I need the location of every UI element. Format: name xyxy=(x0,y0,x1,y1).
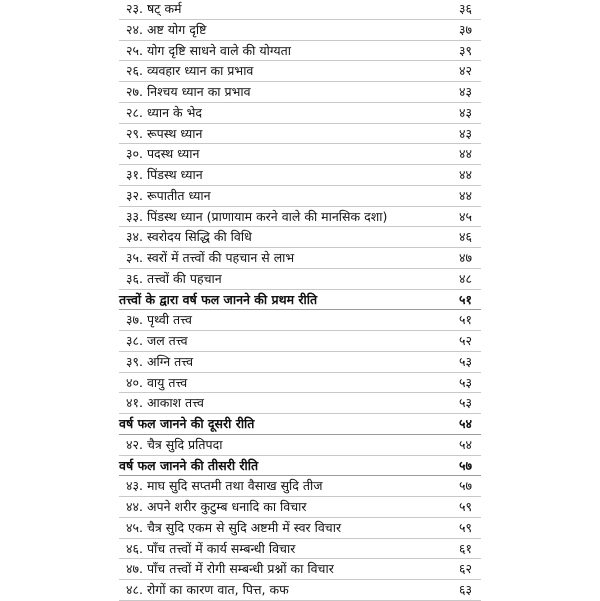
toc-entry xyxy=(0,41,600,62)
entry-title: २७. निश्चय ध्यान का प्रभाव xyxy=(126,84,251,99)
entry-title: ४२. चैत्र सुदि प्रतिपदा xyxy=(126,436,223,452)
entry-title: २४. अष्ट योग दृष्टि xyxy=(126,21,207,37)
entry-title: २५. योग दृष्टि साधने वाले की योग्यता xyxy=(126,42,291,58)
entry-title: २८. ध्यान के भेद xyxy=(126,104,203,120)
toc-entry xyxy=(0,61,600,82)
page-number: ४३ xyxy=(458,104,472,120)
entry-title: ४१. आकाश तत्त्व xyxy=(126,395,204,411)
entry-title: ३२. रूपातीत ध्यान xyxy=(126,187,211,203)
page-number: ४५ xyxy=(458,208,472,224)
page-number: ५३ xyxy=(458,395,472,411)
page-number: ४४ xyxy=(458,187,472,203)
toc-entry xyxy=(0,248,600,269)
toc-entry xyxy=(0,165,600,186)
entry-title: ४३. माघ सुदि सप्तमी तथा वैसाख सुदि तीज xyxy=(126,478,323,494)
page-number: ६१ xyxy=(458,540,472,556)
entry-title: ३१. पिंडस्थ ध्यान xyxy=(126,167,203,182)
toc-entry xyxy=(0,518,600,539)
toc-entry xyxy=(0,393,600,414)
section-title: वर्ष फल जानने की दूसरी रीति xyxy=(119,416,255,431)
entry-title: ३७. पृथ्वी तत्त्व xyxy=(126,312,192,328)
toc-entry xyxy=(0,497,600,518)
entry-title: २९. रूपस्थ ध्यान xyxy=(126,125,203,141)
entry-title: ३५. स्वरों में तत्त्वों की पहचान से लाभ xyxy=(126,250,295,265)
entry-title: ४५. चैत्र सुदि एकम से सुदि अष्टमी में स्वर विचार xyxy=(126,519,342,535)
page-number: ५४ xyxy=(458,416,472,431)
entry-title: ३३. पिंडस्थ ध्यान (प्राणायाम करने वाले की मानसिक दशा) xyxy=(126,208,388,224)
page-number: ५७ xyxy=(458,457,472,473)
page-number: ५४ xyxy=(458,436,472,452)
entry-title: ३६. तत्त्वों की पहचान xyxy=(126,270,222,286)
entry-title: २३. षट् कर्म xyxy=(126,1,182,16)
section-title: तत्त्वों के द्वारा वर्ष फल जानने की प्रथम रीति xyxy=(119,291,318,307)
toc-entry xyxy=(0,124,600,145)
page-number: ३६ xyxy=(458,1,472,16)
toc-entry xyxy=(0,0,600,20)
entry-title: ४०. वायु तत्त्व xyxy=(126,374,188,390)
page-number: ४६ xyxy=(458,229,472,245)
page-number: ५३ xyxy=(458,374,472,390)
toc-section-heading xyxy=(0,290,600,311)
entry-title: ३०. पदस्थ ध्यान xyxy=(126,146,200,162)
page-number: ५१ xyxy=(458,312,472,328)
toc-entry xyxy=(0,373,600,394)
toc-entry xyxy=(0,580,600,601)
section-title: वर्ष फल जानने की तीसरी रीति xyxy=(119,457,259,473)
page-number: ५१ xyxy=(458,291,472,307)
toc-entry xyxy=(0,227,600,248)
toc-entry xyxy=(0,476,600,497)
entry-title: ४४. अपने शरीर कुटुम्ब धनादि का विचार xyxy=(126,499,307,514)
toc-entry xyxy=(0,435,600,456)
toc-entry xyxy=(0,539,600,560)
page-number: ५९ xyxy=(458,519,472,535)
page-number: ४३ xyxy=(458,125,472,141)
entry-title: ४८. रोगों का कारण वात, पित्त, कफ xyxy=(126,582,289,597)
page-number: ६३ xyxy=(458,582,472,597)
toc-entry xyxy=(0,144,600,165)
page-number: ६२ xyxy=(458,561,472,577)
toc-entry xyxy=(0,82,600,103)
page-number: ३७ xyxy=(458,21,472,37)
page-number: ४३ xyxy=(458,84,472,99)
toc-section-heading xyxy=(0,456,600,477)
page-number: ४२ xyxy=(458,63,472,79)
toc-section-heading xyxy=(0,414,600,435)
page-number: ५९ xyxy=(458,499,472,514)
toc-entry xyxy=(0,269,600,290)
page-number: ५२ xyxy=(458,333,472,348)
page-number: ३९ xyxy=(458,42,472,58)
toc-entry xyxy=(0,186,600,207)
toc-entry xyxy=(0,559,600,580)
entry-title: ३४. स्वरोदय सिद्धि की विधि xyxy=(126,229,252,245)
entry-title: ३८. जल तत्त्व xyxy=(126,333,188,348)
toc-entry xyxy=(0,331,600,352)
page-number: ४७ xyxy=(458,250,472,265)
entry-title: ३९. अग्नि तत्त्व xyxy=(126,353,194,369)
entry-title: ४६. पाँच तत्त्वों में कार्य सम्बन्धी विचार xyxy=(126,540,296,556)
entry-title: २६. व्यवहार ध्यान का प्रभाव xyxy=(126,63,254,79)
toc-entry xyxy=(0,103,600,124)
toc-entry xyxy=(0,207,600,228)
toc-entry xyxy=(0,352,600,373)
page-number: ५३ xyxy=(458,353,472,369)
page-number: ५७ xyxy=(458,478,472,494)
entry-title: ४७. पाँच तत्त्वों में रोगी सम्बन्धी प्रश्नों का विचार xyxy=(126,561,334,577)
page-number: ४४ xyxy=(458,146,472,162)
toc-entry xyxy=(0,20,600,41)
toc-entry xyxy=(0,310,600,331)
page-number: ४४ xyxy=(458,167,472,182)
page-number: ४८ xyxy=(458,270,472,286)
